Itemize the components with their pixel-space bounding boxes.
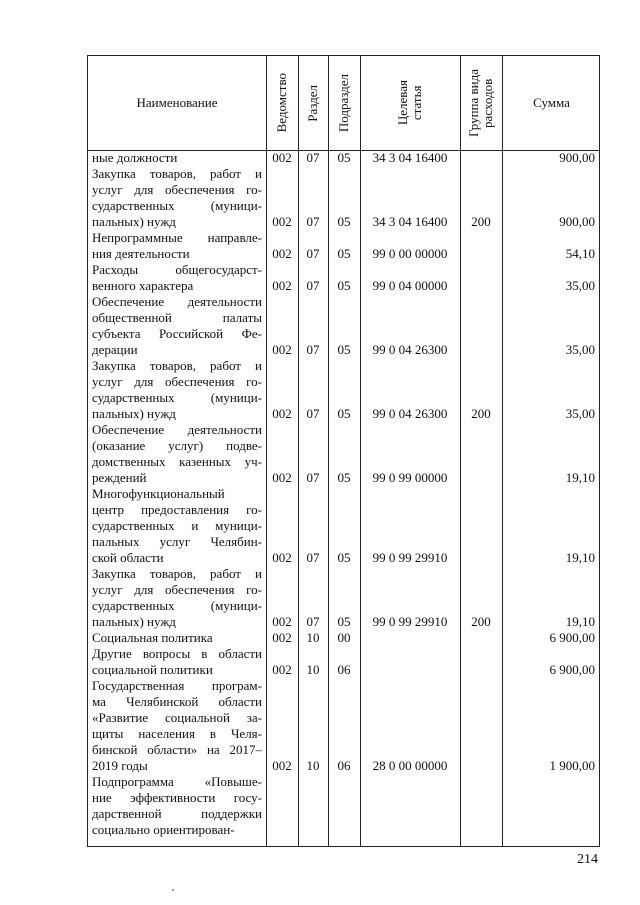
cell-summa: 900,00	[559, 214, 595, 229]
header-podrazdel-cell	[328, 56, 360, 150]
cell-podrazdel: 06	[337, 758, 351, 773]
name-line: Подпрограмма «Повыше-	[92, 774, 262, 789]
header-razdel-cell	[298, 56, 328, 150]
cell-podrazdel: 05	[337, 406, 351, 421]
table-row	[88, 630, 599, 646]
name-line: услуг для обеспечения го-	[92, 582, 262, 597]
name-line: пальных услуг Челябин-	[92, 534, 262, 549]
name-line: Непрограммные направле-	[92, 230, 262, 245]
name-line: Социальная политика	[92, 630, 213, 645]
name-line: дерации	[92, 342, 138, 357]
table-row	[88, 486, 599, 566]
cell-celevaya: 99 0 99 29910	[372, 550, 448, 565]
table-row	[88, 166, 599, 230]
cell-summa: 19,10	[565, 614, 595, 629]
cell-podrazdel: 05	[337, 550, 351, 565]
header-name: Наименование	[136, 95, 218, 110]
name-line: бинской области» на 2017–	[92, 742, 262, 757]
name-line: Государственная програм-	[92, 678, 262, 693]
cell-razdel: 07	[306, 342, 320, 357]
name-line: реждений	[92, 470, 147, 485]
cell-celevaya: 34 3 04 16400	[372, 150, 448, 165]
cell-summa: 35,00	[565, 406, 595, 421]
cell-gruppa: 200	[471, 614, 491, 629]
table-header	[88, 56, 599, 151]
cell-name	[92, 486, 262, 566]
cell-name	[92, 630, 262, 646]
cell-summa: 1 900,00	[549, 758, 595, 773]
scan-artifact	[172, 889, 174, 891]
cell-name	[92, 566, 262, 630]
name-line: Обеспечение деятельности	[92, 294, 262, 309]
cell-celevaya: 99 0 00 00000	[372, 246, 448, 261]
cell-podrazdel: 00	[337, 630, 351, 645]
name-line: Расходы общегосударст-	[92, 262, 262, 277]
name-line: ской области	[92, 550, 164, 565]
cell-gruppa: 200	[471, 214, 491, 229]
header-celevaya-cell	[360, 56, 460, 150]
name-line: Другие вопросы в области	[92, 646, 262, 661]
name-line: услуг для обеспечения го-	[92, 182, 262, 197]
cell-summa: 19,10	[565, 550, 595, 565]
name-line: социально ориентирован-	[92, 822, 235, 837]
page-number: 214	[577, 852, 598, 867]
cell-celevaya: 34 3 04 16400	[372, 214, 448, 229]
name-line: щиты населения в Челя-	[92, 726, 262, 741]
name-line: «Развитие социальной за-	[92, 710, 262, 725]
cell-summa: 900,00	[559, 150, 595, 165]
header-gruppa: Группа вида расходов	[466, 69, 495, 137]
cell-vedomstvo: 002	[272, 758, 292, 773]
cell-vedomstvo: 002	[272, 214, 292, 229]
cell-vedomstvo: 002	[272, 246, 292, 261]
table-row	[88, 230, 599, 262]
name-line: сударственных (муници-	[92, 198, 262, 213]
name-line: Обеспечение деятельности	[92, 422, 262, 437]
cell-razdel: 07	[306, 614, 320, 629]
name-line: сударственных (муници-	[92, 390, 262, 405]
cell-razdel: 10	[306, 758, 320, 773]
table-row	[88, 150, 599, 166]
cell-razdel: 07	[306, 550, 320, 565]
name-line: пальных) нужд	[92, 406, 176, 421]
name-line: (оказание услуг) подве-	[92, 438, 262, 453]
budget-table	[87, 55, 600, 847]
cell-razdel: 07	[306, 214, 320, 229]
header-vedomstvo-cell	[266, 56, 298, 150]
cell-vedomstvo: 002	[272, 630, 292, 645]
cell-name	[92, 230, 262, 262]
name-line: венного характера	[92, 278, 194, 293]
cell-celevaya: 28 0 00 00000	[372, 758, 448, 773]
name-line: Закупка товаров, работ и	[92, 358, 262, 373]
name-line: общественной палаты	[92, 310, 262, 325]
cell-summa: 6 900,00	[549, 630, 595, 645]
name-line: Закупка товаров, работ и	[92, 566, 262, 581]
name-line: ные должности	[92, 150, 178, 165]
cell-name	[92, 166, 262, 230]
name-line: центр предоставления го-	[92, 502, 262, 517]
name-line: услуг для обеспечения го-	[92, 374, 262, 389]
table-row	[88, 294, 599, 358]
header-vedomstvo: Ведомство	[274, 73, 289, 133]
header-podrazdel: Подраздел	[336, 73, 351, 133]
header-summa: Сумма	[533, 95, 570, 110]
cell-vedomstvo: 002	[272, 278, 292, 293]
cell-podrazdel: 06	[337, 662, 351, 677]
cell-razdel: 10	[306, 662, 320, 677]
cell-summa: 6 900,00	[549, 662, 595, 677]
cell-vedomstvo: 002	[272, 550, 292, 565]
cell-vedomstvo: 002	[272, 614, 292, 629]
table-row	[88, 678, 599, 774]
cell-podrazdel: 05	[337, 246, 351, 261]
table-row	[88, 422, 599, 486]
cell-vedomstvo: 002	[272, 342, 292, 357]
cell-vedomstvo: 002	[272, 406, 292, 421]
name-line: пальных) нужд	[92, 214, 176, 229]
name-line: сударственных (муници-	[92, 598, 262, 613]
name-line: социальной политики	[92, 662, 213, 677]
name-line: дарственной поддержки	[92, 806, 262, 821]
cell-podrazdel: 05	[337, 614, 351, 629]
cell-razdel: 07	[306, 406, 320, 421]
cell-vedomstvo: 002	[272, 662, 292, 677]
cell-name	[92, 678, 262, 774]
name-line: ма Челябинской области	[92, 694, 262, 709]
name-line: Закупка товаров, работ и	[92, 166, 262, 181]
cell-podrazdel: 05	[337, 278, 351, 293]
cell-razdel: 07	[306, 278, 320, 293]
cell-name	[92, 358, 262, 422]
cell-name	[92, 422, 262, 486]
cell-name	[92, 150, 262, 166]
cell-podrazdel: 05	[337, 342, 351, 357]
cell-razdel: 07	[306, 246, 320, 261]
cell-razdel: 07	[306, 150, 320, 165]
cell-summa: 35,00	[565, 342, 595, 357]
cell-name	[92, 774, 262, 838]
cell-razdel: 07	[306, 470, 320, 485]
name-line: домственных казенных уч-	[92, 454, 262, 469]
cell-name	[92, 646, 262, 678]
cell-razdel: 10	[306, 630, 320, 645]
table-row	[88, 262, 599, 294]
cell-summa: 19,10	[565, 470, 595, 485]
table-row	[88, 566, 599, 630]
name-line: 2019 годы	[92, 758, 148, 773]
name-line: Многофункциональный	[92, 486, 225, 501]
cell-summa: 54,10	[565, 246, 595, 261]
cell-name	[92, 262, 262, 294]
name-line: субъекта Российской Фе-	[92, 326, 262, 341]
cell-podrazdel: 05	[337, 470, 351, 485]
cell-podrazdel: 05	[337, 150, 351, 165]
table-row	[88, 358, 599, 422]
cell-vedomstvo: 002	[272, 470, 292, 485]
header-razdel: Раздел	[305, 84, 320, 122]
cell-celevaya: 99 0 04 00000	[372, 278, 448, 293]
cell-summa: 35,00	[565, 278, 595, 293]
cell-podrazdel: 05	[337, 214, 351, 229]
table-row	[88, 774, 599, 838]
cell-vedomstvo: 002	[272, 150, 292, 165]
cell-celevaya: 99 0 04 26300	[372, 406, 448, 421]
header-gruppa-cell	[460, 56, 502, 150]
table-row	[88, 646, 599, 678]
header-celevaya: Целевая статья	[395, 80, 424, 126]
cell-celevaya: 99 0 04 26300	[372, 342, 448, 357]
cell-celevaya: 99 0 99 29910	[372, 614, 448, 629]
name-line: ния деятельности	[92, 246, 190, 261]
cell-gruppa: 200	[471, 406, 491, 421]
name-line: сударственных и муници-	[92, 518, 262, 533]
name-line: пальных) нужд	[92, 614, 176, 629]
cell-celevaya: 99 0 99 00000	[372, 470, 448, 485]
cell-name	[92, 294, 262, 358]
name-line: ние эффективности госу-	[92, 790, 262, 805]
